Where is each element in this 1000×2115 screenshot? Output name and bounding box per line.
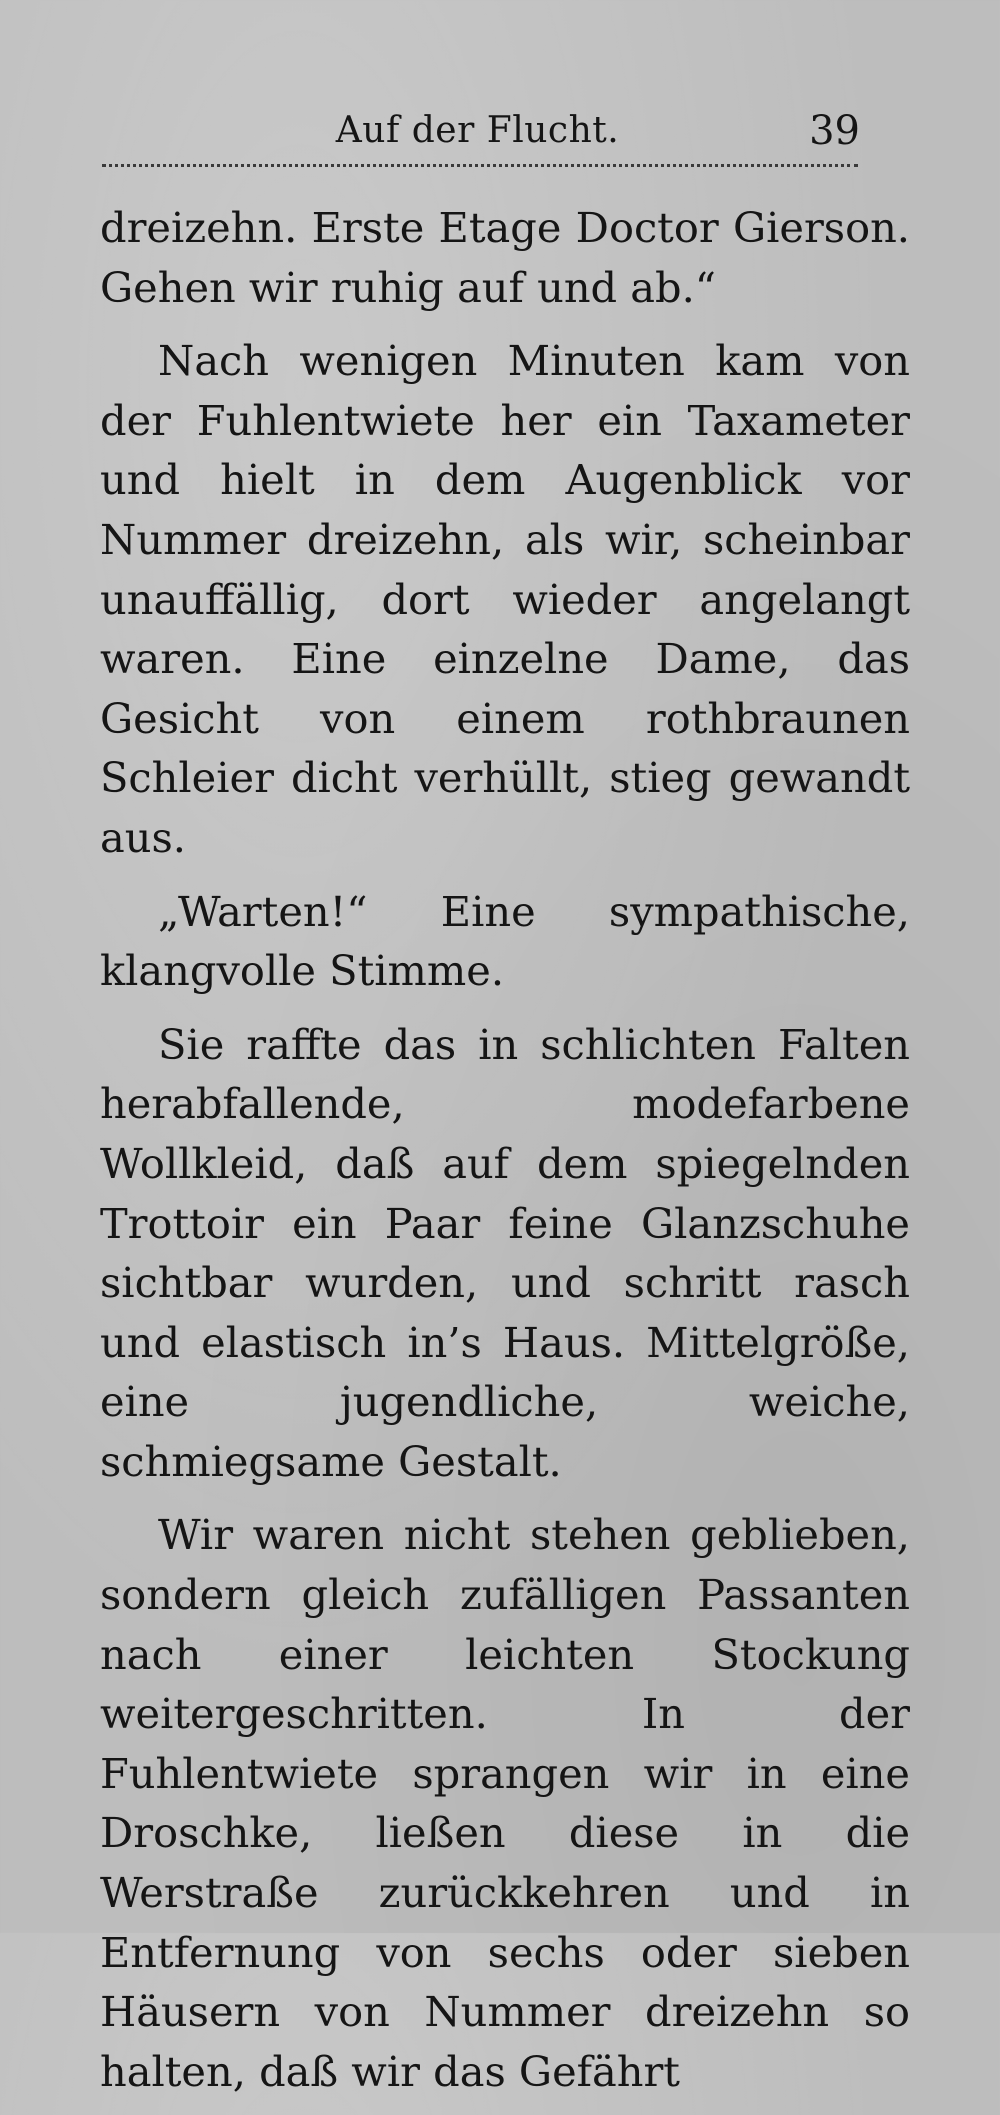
running-head: Auf der Flucht. xyxy=(335,110,620,151)
paragraph-4: Sie raffte das in schlichten Falten herabfallende, modefarbene Wollkleid, daß auf dem spiegelnden Trottoir ein Paar feine Glanzschuhe sichtbar wurden, und schritt rasch und elastisch in’s Haus. Mittelgröße, eine jugendliche, weiche, schmiegsame Gestalt. xyxy=(100,1019,910,1486)
paragraph-3: „Warten!“ Eine sympathische, klangvolle Stimme. xyxy=(100,886,910,996)
header-rule xyxy=(102,164,858,167)
page-header xyxy=(100,100,910,170)
paragraph-1: dreizehn. Erste Etage Doctor Gierson. Gehen wir ruhig auf und ab.“ xyxy=(100,203,910,312)
book-page xyxy=(100,100,910,2115)
page-number: 39 xyxy=(809,108,860,154)
paragraph-2: Nach wenigen Minuten kam von der Fuhlentwiete her ein Taxameter und hielt in dem Augenblick vor Nummer dreizehn, als wir, scheinbar unauffällig, dort wieder angelangt waren. Eine einzelne Dame, das Gesicht von einem rothbraunen Schleier dicht verhüllt, stieg gewandt aus. xyxy=(100,336,910,862)
paragraph-5: Wir waren nicht stehen geblieben, sondern gleich zufälligen Passanten nach einer leichten Stockung weitergeschritten. In der Fuhlentwiete sprangen wir in eine Droschke, ließen diese in die Werstraße zurückkehren und in Entfernung von sechs oder sieben Häusern von Nummer dreizehn so halten, daß wir das Gefährt xyxy=(100,1510,910,2096)
body-text xyxy=(100,198,910,2101)
